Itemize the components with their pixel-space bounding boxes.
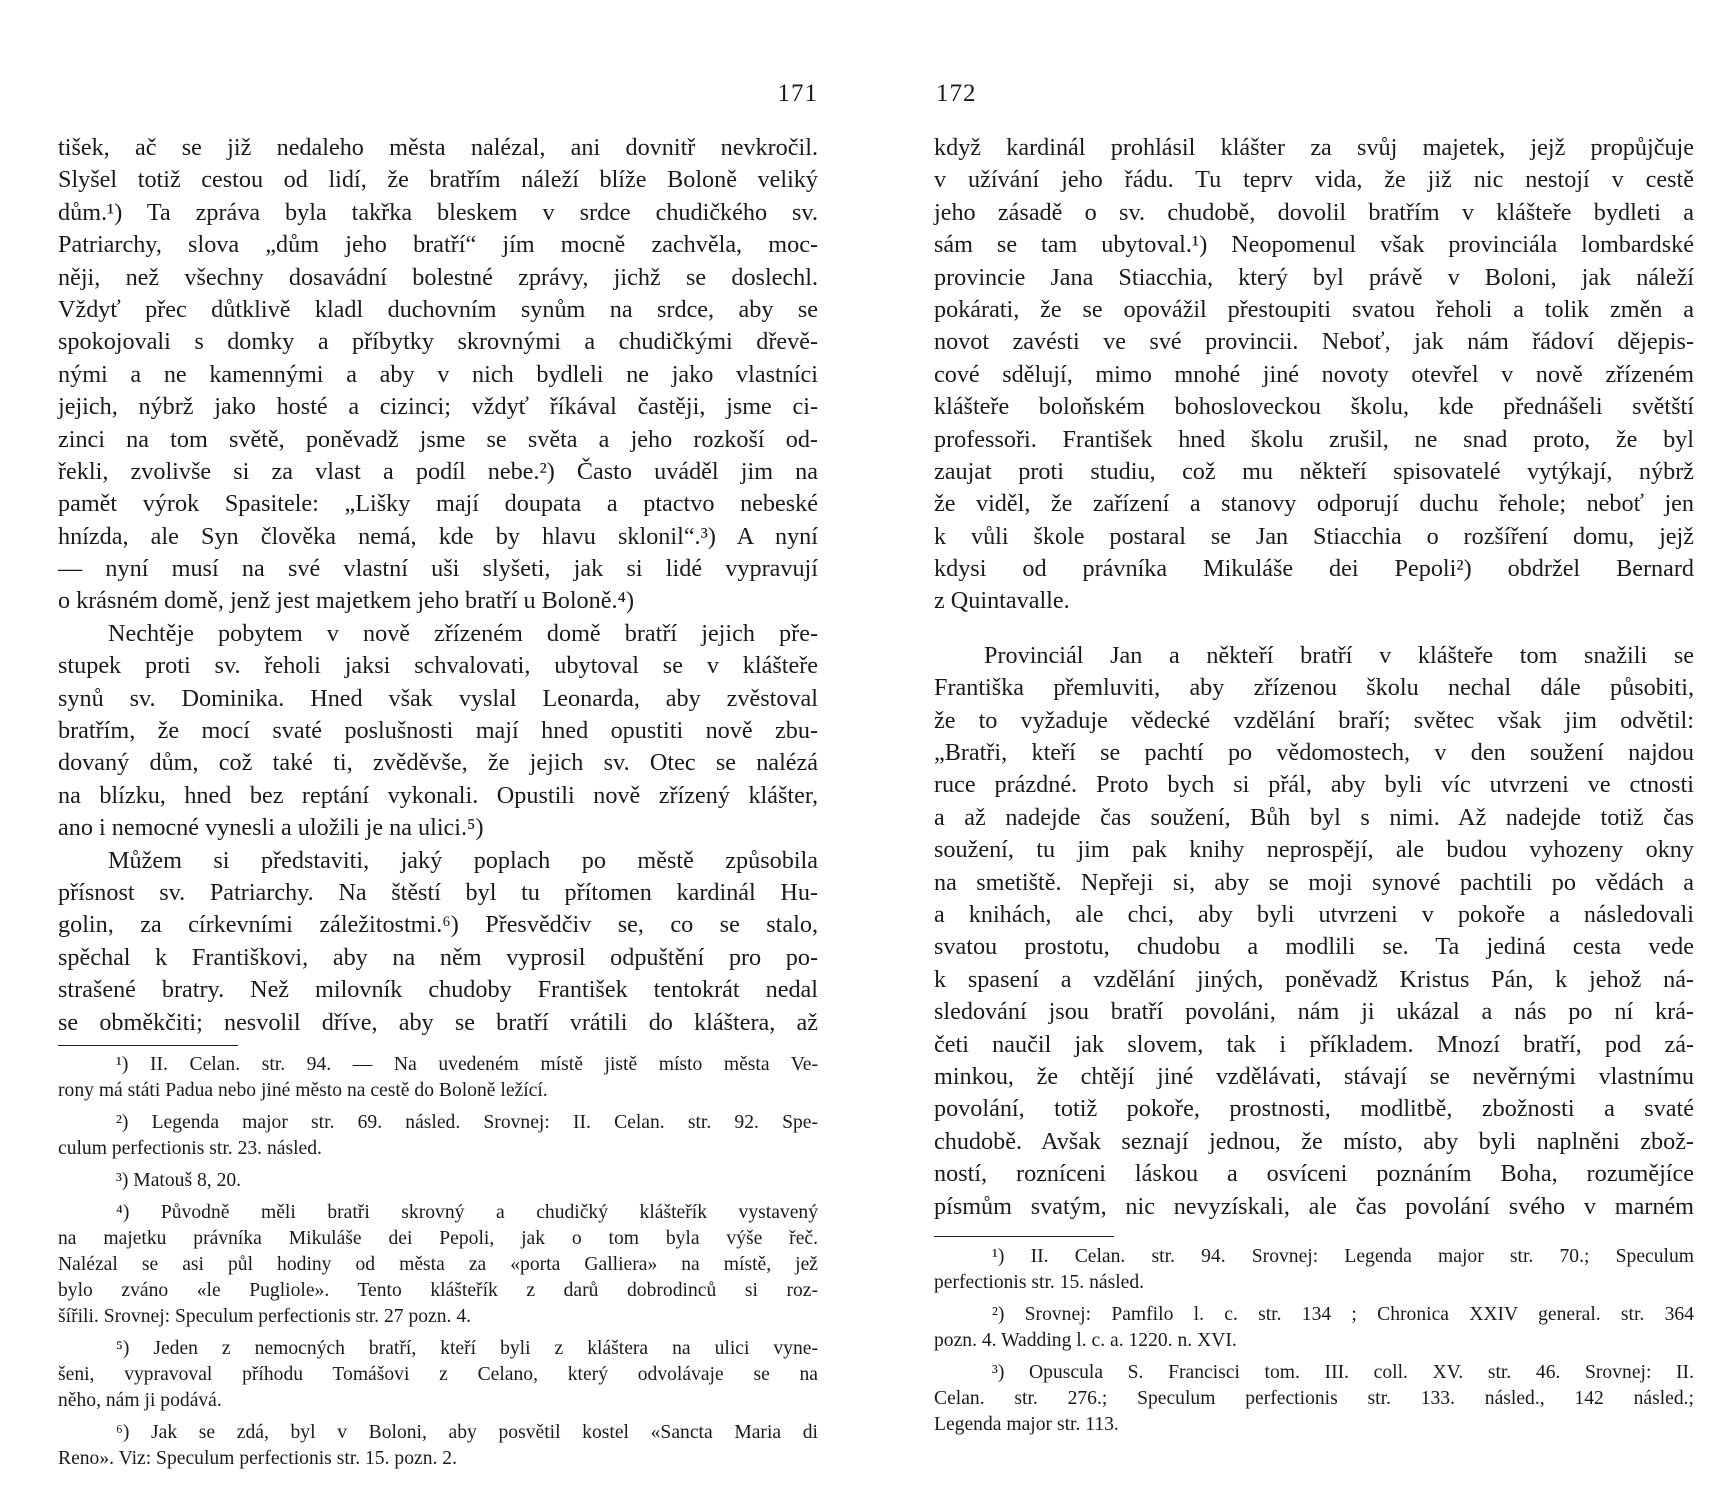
text-line: četi naučil jak slovem, tak i příkladem. Mnozí bratří, pod zá- bbox=[934, 1030, 1694, 1058]
text-line: hnízda, ale Syn člověka nemá, kde by hlavu sklonil“.³) A nyní bbox=[58, 522, 818, 550]
text-line: svatou prostotu, chudobu a modlili se. Ta jediná cesta vede bbox=[934, 933, 1694, 961]
text-line: chudobě. Avšak seznají jednou, že místo, aby byli naplněni zbož- bbox=[934, 1127, 1694, 1155]
text-line: a knihách, ale chci, aby byli utvrzeni v pokoře a následovali bbox=[934, 900, 1694, 928]
text-line: ano i nemocné vynesli a uložili je na ulici.⁵) bbox=[58, 814, 484, 842]
page-number: 171 bbox=[777, 80, 818, 107]
page-body bbox=[934, 132, 1694, 1223]
text-line: povolání, totiž pokoře, prostnosti, modlitbě, zbožnosti a svaté bbox=[934, 1095, 1694, 1123]
text-line: k vůli škole postaral se Jan Stiacchia o rozšíření domu, jejž bbox=[934, 522, 1694, 550]
footnote-line: ²) Legenda major str. 69. násled. Srovnej: II. Celan. str. 92. Spe- bbox=[116, 1112, 818, 1133]
footnote-line: Nalézal se asi půl hodiny od města za «porta Galliera» na místě, jež bbox=[58, 1254, 818, 1275]
footnote-line: culum perfectionis str. 23. násled. bbox=[58, 1138, 322, 1159]
text-line: ruce prázdné. Proto bych si přál, aby byli víc utvrzeni ve ctnosti bbox=[934, 771, 1694, 799]
text-line: a až nadejde čas soužení, Bůh byl s nimi. Až nadejde totiž čas bbox=[934, 803, 1694, 831]
text-line: strašené bratry. Než milovník chudoby František tentokrát nedal bbox=[58, 976, 818, 1004]
text-line: něji, než všechny dosavádní bolestné zprávy, jichž se doslechl. bbox=[58, 263, 818, 291]
text-line: na smetiště. Nepřeji si, aby se moji synové pachtili po vědách a bbox=[934, 868, 1694, 896]
footnote-line: ⁴) Původně měli bratři skrovný a chudičký klášteřík vystavený bbox=[116, 1202, 818, 1223]
footnote-line: Reno». Viz: Speculum perfectionis str. 15. pozn. 2. bbox=[58, 1448, 457, 1469]
text-line: novot zavésti ve své provincii. Neboť, jak nám řádoví dějepis- bbox=[934, 328, 1694, 356]
footnote-line: šířili. Srovnej: Speculum perfectionis str. 27 pozn. 4. bbox=[58, 1306, 472, 1327]
text-line: jejich, nýbrž jako hosté a cizinci; vždyť říkával častěji, jsme ci- bbox=[58, 393, 818, 421]
text-line: Vždyť přec důtklivě kladl duchovním synům na srdce, aby se bbox=[58, 295, 818, 323]
text-line: se obměkčiti; nesvolil dříve, aby se bratří vrátili do kláštera, až bbox=[58, 1008, 818, 1036]
text-line: že viděl, že zařízení a stanovy odporují duchu řehole; neboť jen bbox=[934, 490, 1694, 518]
text-line: z Quintavalle. bbox=[934, 587, 1070, 615]
footnote-line: ¹) II. Celan. str. 94. Srovnej: Legenda major str. 70.; Speculum bbox=[992, 1246, 1694, 1267]
text-line: sám se tam ubytoval.¹) Neopomenul však provinciála lombardské bbox=[934, 231, 1694, 259]
text-line: bratřím, že mocí svaté poslušnosti mají hned opustiti nově zbu- bbox=[58, 717, 818, 745]
footnote-line: šeni, vypravoval příhodu Tomášovi z Celano, který odvolávaje se na bbox=[58, 1364, 818, 1385]
text-line: o krásném domě, jenž jest majetkem jeho bratří u Boloně.⁴) bbox=[58, 587, 635, 615]
text-line: stupek proti sv. řeholi jaksi schvalovati, ubytoval se v klášteře bbox=[58, 652, 818, 680]
footnote-line: ⁶) Jak se zdá, byl v Boloni, aby posvětil kostel «Sancta Maria di bbox=[116, 1422, 818, 1443]
footnote-line: ⁵) Jeden z nemocných bratří, kteří byli z kláštera na ulici vyne- bbox=[116, 1338, 818, 1359]
text-line: Slyšel totiž cestou od lidí, že bratřím náleží blíže Boloně veliký bbox=[58, 166, 818, 194]
text-line: dovaný dům, což také ti, zvěděvše, že jejich sv. Otec se nalézá bbox=[58, 749, 818, 777]
text-line: Můžem si představiti, jaký poplach po městě způsobila bbox=[108, 846, 818, 874]
text-line: Patriarchy, slova „dům jeho bratří“ jím mocně zachvěla, moc- bbox=[58, 231, 818, 259]
text-line: Provinciál Jan a někteří bratří v klášteře tom snažili se bbox=[984, 641, 1694, 669]
text-line: — nyní musí na své vlastní uši slyšeti, jak si lidé vypravují bbox=[58, 555, 818, 583]
footnote-line: ²) Srovnej: Pamfilo l. c. str. 134 ; Chronica XXIV general. str. 364 bbox=[992, 1304, 1694, 1325]
text-line: minkou, že chtějí jiné vzdělávati, stávají se nevěrnými vlastnímu bbox=[934, 1062, 1694, 1090]
text-line: přísnost sv. Patriarchy. Na štěstí byl tu přítomen kardinál Hu- bbox=[58, 878, 818, 906]
text-line: ností, rozníceni láskou a osvíceni poznáním Boha, rozumějíce bbox=[934, 1160, 1694, 1188]
text-line: písmům svatým, nic nevyzískali, ale čas povolání svého v marném bbox=[934, 1192, 1694, 1220]
footnote-divider bbox=[58, 1045, 238, 1046]
text-line: na blízku, hned bez reptání vykonali. Opustili nově zřízený klášter, bbox=[58, 781, 818, 809]
footnote-line: bylo zváno «le Pugliole». Tento klášteřík z darů dobrodinců si roz- bbox=[58, 1280, 818, 1301]
footnote-line: Celan. str. 276.; Speculum perfectionis str. 133. násled., 142 násled.; bbox=[934, 1388, 1694, 1409]
text-line: že to vyžaduje vědecké vzdělání braří; světec však jim odvětil: bbox=[934, 706, 1694, 734]
text-line: v užívání jeho řádu. Tu teprv vida, že již nic nestojí v cestě bbox=[934, 166, 1694, 194]
page-number: 172 bbox=[936, 80, 977, 107]
footnotes bbox=[934, 1244, 1694, 1438]
text-line: nými a ne kamennými a aby v nich bydleli ne jako vlastníci bbox=[58, 360, 818, 388]
footnotes bbox=[58, 1052, 818, 1472]
text-line: pamět výrok Spasitele: „Lišky mají doupata a ptactvo nebeské bbox=[58, 490, 818, 518]
text-line: k spasení a vzdělání jiných, poněvadž Kristus Pán, k jehož ná- bbox=[934, 965, 1694, 993]
footnote-line: perfectionis str. 15. násled. bbox=[934, 1272, 1145, 1293]
text-line: dům.¹) Ta zpráva byla takřka bleskem v srdce chudičkého sv. bbox=[58, 198, 818, 226]
text-line: zinci na tom světě, poněvadž jsme se světa a jeho rozkoší od- bbox=[58, 425, 818, 453]
text-line: professoři. František hned školu zrušil, ne snad proto, že byl bbox=[934, 425, 1694, 453]
footnote-line: Legenda major str. 113. bbox=[934, 1414, 1119, 1435]
text-line: provincie Jana Stiacchia, který byl právě v Boloni, jak náleží bbox=[934, 263, 1694, 291]
text-line: spěchal k Františkovi, aby na něm vyprosil odpuštění pro po- bbox=[58, 943, 818, 971]
footnote-line: na majetku právníka Mikuláše dei Pepoli, jak o tom byla výše řeč. bbox=[58, 1228, 818, 1249]
footnote-line: pozn. 4. Wadding l. c. a. 1220. n. XVI. bbox=[934, 1330, 1237, 1351]
page-body bbox=[58, 132, 818, 1039]
footnote-line: ¹) II. Celan. str. 94. — Na uvedeném místě jistě místo města Ve- bbox=[116, 1054, 818, 1075]
text-line: řekli, zvolivše si za vlast a podíl nebe.²) Často uváděl jim na bbox=[58, 457, 818, 485]
text-line: sledování jsou bratří povoláni, nám ji ukázal a nás po ní krá- bbox=[934, 998, 1694, 1026]
text-line: kdysi od právníka Mikuláše dei Pepoli²) obdržel Bernard bbox=[934, 555, 1694, 583]
text-line: synů sv. Dominika. Hned však vyslal Leonarda, aby zvěstoval bbox=[58, 684, 818, 712]
text-line: golin, za církevními záležitostmi.⁶) Přesvědčiv se, co se stalo, bbox=[58, 911, 818, 939]
footnote-line: rony má státi Padua nebo jiné město na cestě do Boloně ležící. bbox=[58, 1080, 548, 1101]
text-line: spokojovali s domky a příbytky skrovnými a chudičkými dřevě- bbox=[58, 328, 818, 356]
text-line: klášteře boloňském bohosloveckou školu, kde přednášeli světští bbox=[934, 393, 1694, 421]
text-line: pokárati, že se opovážil přestoupiti svatou řeholi a tolik změn a bbox=[934, 295, 1694, 323]
footnote-line: ³) Matouš 8, 20. bbox=[116, 1170, 242, 1191]
text-line: tišek, ač se již nedaleho města nalézal, ani dovnitř nevkročil. bbox=[58, 134, 818, 161]
footnote-line: něho, nám ji podává. bbox=[58, 1390, 222, 1411]
text-line: když kardinál prohlásil klášter za svůj majetek, jejž propůjčuje bbox=[934, 134, 1694, 161]
footnote-line: ³) Opuscula S. Francisci tom. III. coll. XV. str. 46. Srovnej: II. bbox=[992, 1362, 1694, 1383]
text-line: „Bratři, kteří se pachtí po vědomostech, v den soužení najdou bbox=[934, 739, 1694, 767]
text-line: soužení, tu jim pak knihy neprospějí, ale budou vyhozeny okny bbox=[934, 836, 1694, 864]
footnote-divider bbox=[934, 1236, 1114, 1237]
text-line: Nechtěje pobytem v nově zřízeném domě bratří jejich pře- bbox=[108, 619, 818, 647]
text-line: jeho zásadě o sv. chudobě, dovolil bratřím v klášteře bydleti a bbox=[934, 198, 1694, 226]
text-line: cové sdělují, mimo mnohé jiné novoty otevřel v nově zřízeném bbox=[934, 360, 1694, 388]
text-line: zaujat proti studiu, což mu někteří spisovatelé vytýkají, nýbrž bbox=[934, 457, 1694, 485]
text-line: Františka přemluviti, aby zřízenou školu nechal dále působiti, bbox=[934, 674, 1694, 702]
